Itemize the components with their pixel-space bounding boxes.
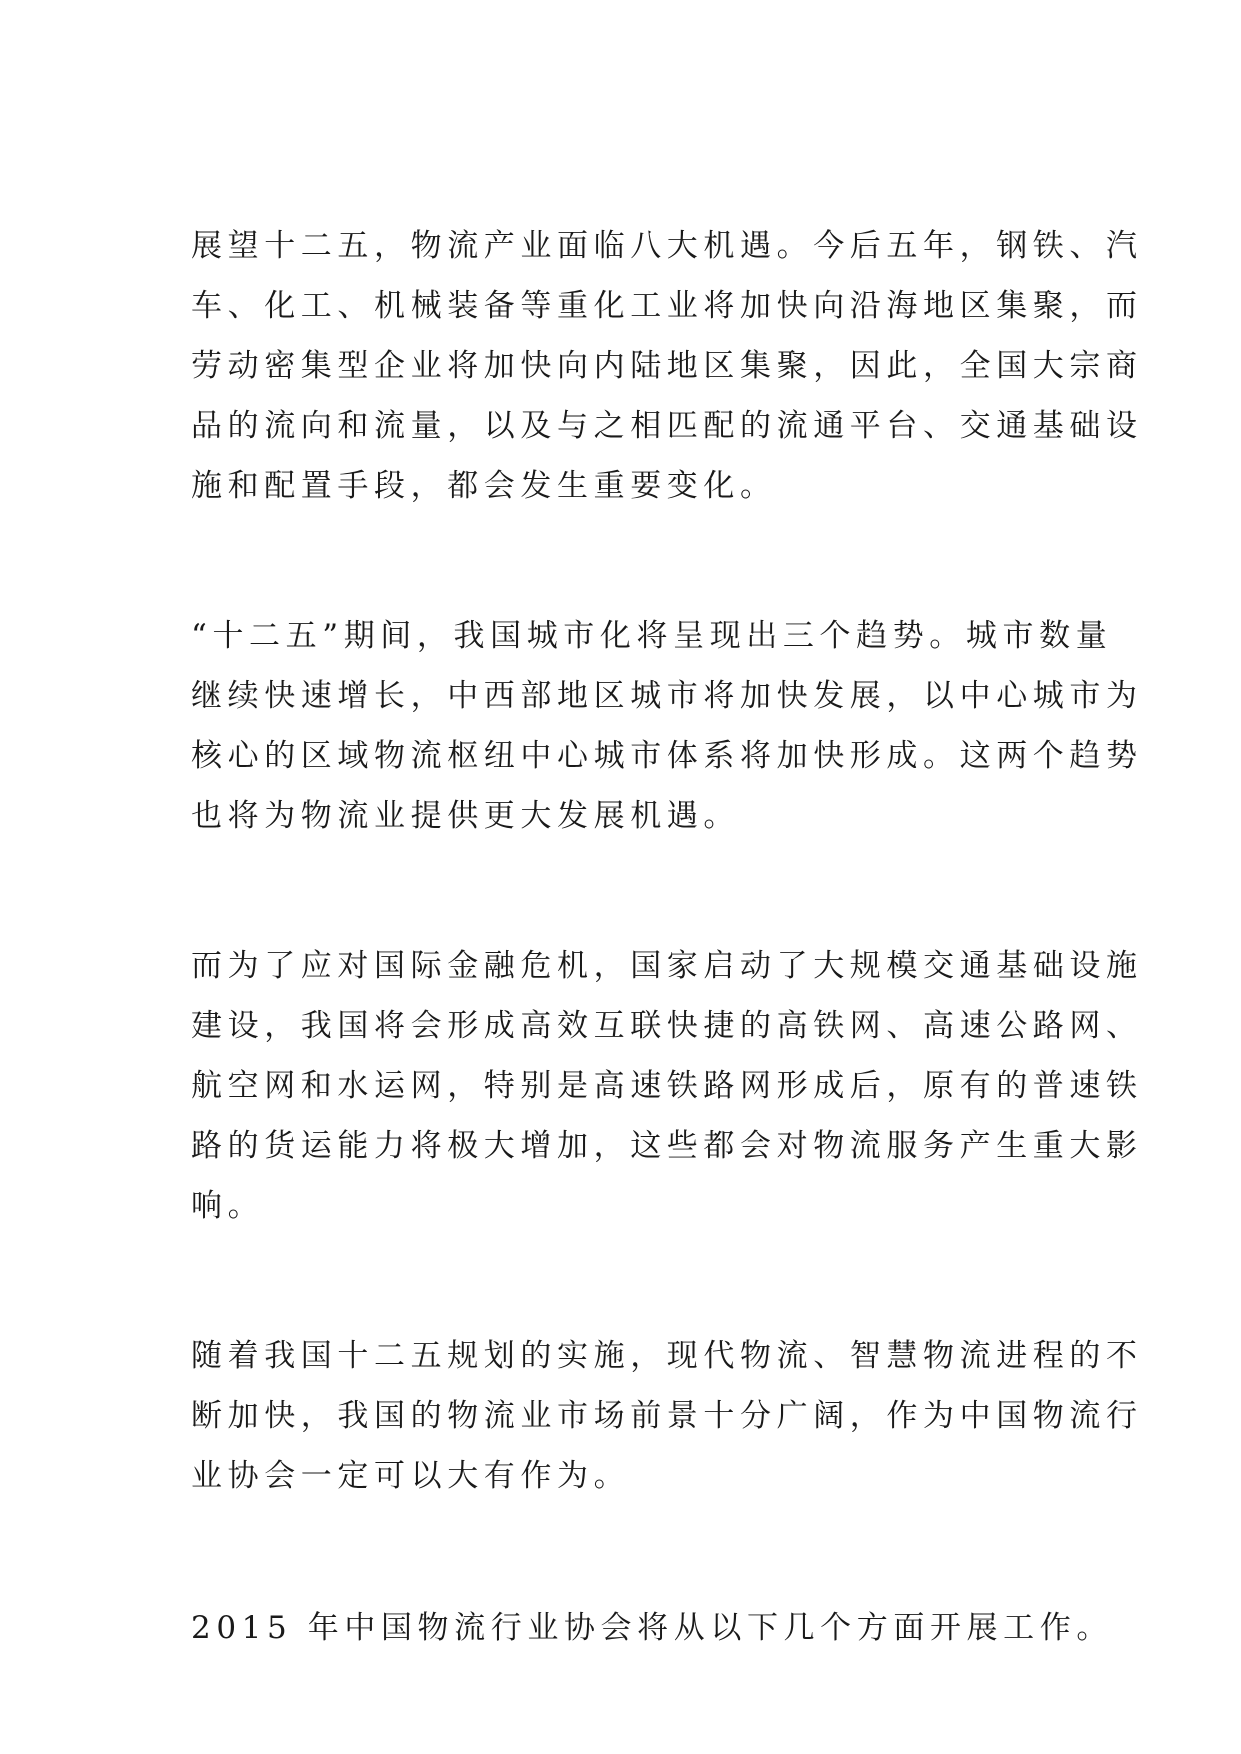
paragraph-5 (191, 1598, 1113, 1658)
text-line: 2015 年中国物流行业协会将从以下几个方面开展工作。 (191, 1610, 1113, 1646)
paragraph-spacing (191, 1236, 1061, 1326)
text-line: 品的流向和流量，以及与之相匹配的流通平台、交通基础设 (191, 408, 1143, 444)
text-line: 随着我国十二五规划的实施，现代物流、智慧物流进程的不 (191, 1338, 1143, 1374)
paragraph-spacing (191, 1506, 1061, 1598)
text-line: 也将为物流业提供更大发展机遇。 (191, 798, 740, 834)
paragraph-1 (191, 216, 1143, 516)
text-line: 响。 (191, 1188, 265, 1224)
text-line: 而为了应对国际金融危机，国家启动了大规模交通基础设施 (191, 948, 1143, 984)
text-line: 航空网和水运网，特别是高速铁路网形成后，原有的普速铁 (191, 1068, 1143, 1104)
text-line: 劳动密集型企业将加快向内陆地区集聚，因此，全国大宗商 (191, 348, 1143, 384)
document-body (191, 216, 1143, 1658)
text-line: 建设，我国将会形成高效互联快捷的高铁网、高速公路网、 (191, 1008, 1143, 1044)
text-line: 核心的区域物流枢纽中心城市体系将加快形成。这两个趋势 (191, 738, 1143, 774)
paragraph-4 (191, 1326, 1143, 1506)
text-line: 车、化工、机械装备等重化工业将加快向沿海地区集聚，而 (191, 288, 1143, 324)
paragraph-spacing (191, 516, 1061, 606)
paragraph-2 (191, 606, 1143, 846)
paragraph-spacing (191, 846, 1061, 936)
text-line: 断加快，我国的物流业市场前景十分广阔，作为中国物流行 (191, 1398, 1143, 1434)
text-line: 继续快速增长，中西部地区城市将加快发展，以中心城市为 (191, 678, 1143, 714)
text-line: 业协会一定可以大有作为。 (191, 1458, 631, 1494)
text-line: “十二五”期间，我国城市化将呈现出三个趋势。城市数量 (191, 618, 1113, 654)
text-line: 路的货运能力将极大增加，这些都会对物流服务产生重大影 (191, 1128, 1143, 1164)
paragraph-3 (191, 936, 1143, 1236)
text-line: 施和配置手段，都会发生重要变化。 (191, 468, 777, 504)
text-line: 展望十二五，物流产业面临八大机遇。今后五年，钢铁、汽 (191, 228, 1143, 264)
